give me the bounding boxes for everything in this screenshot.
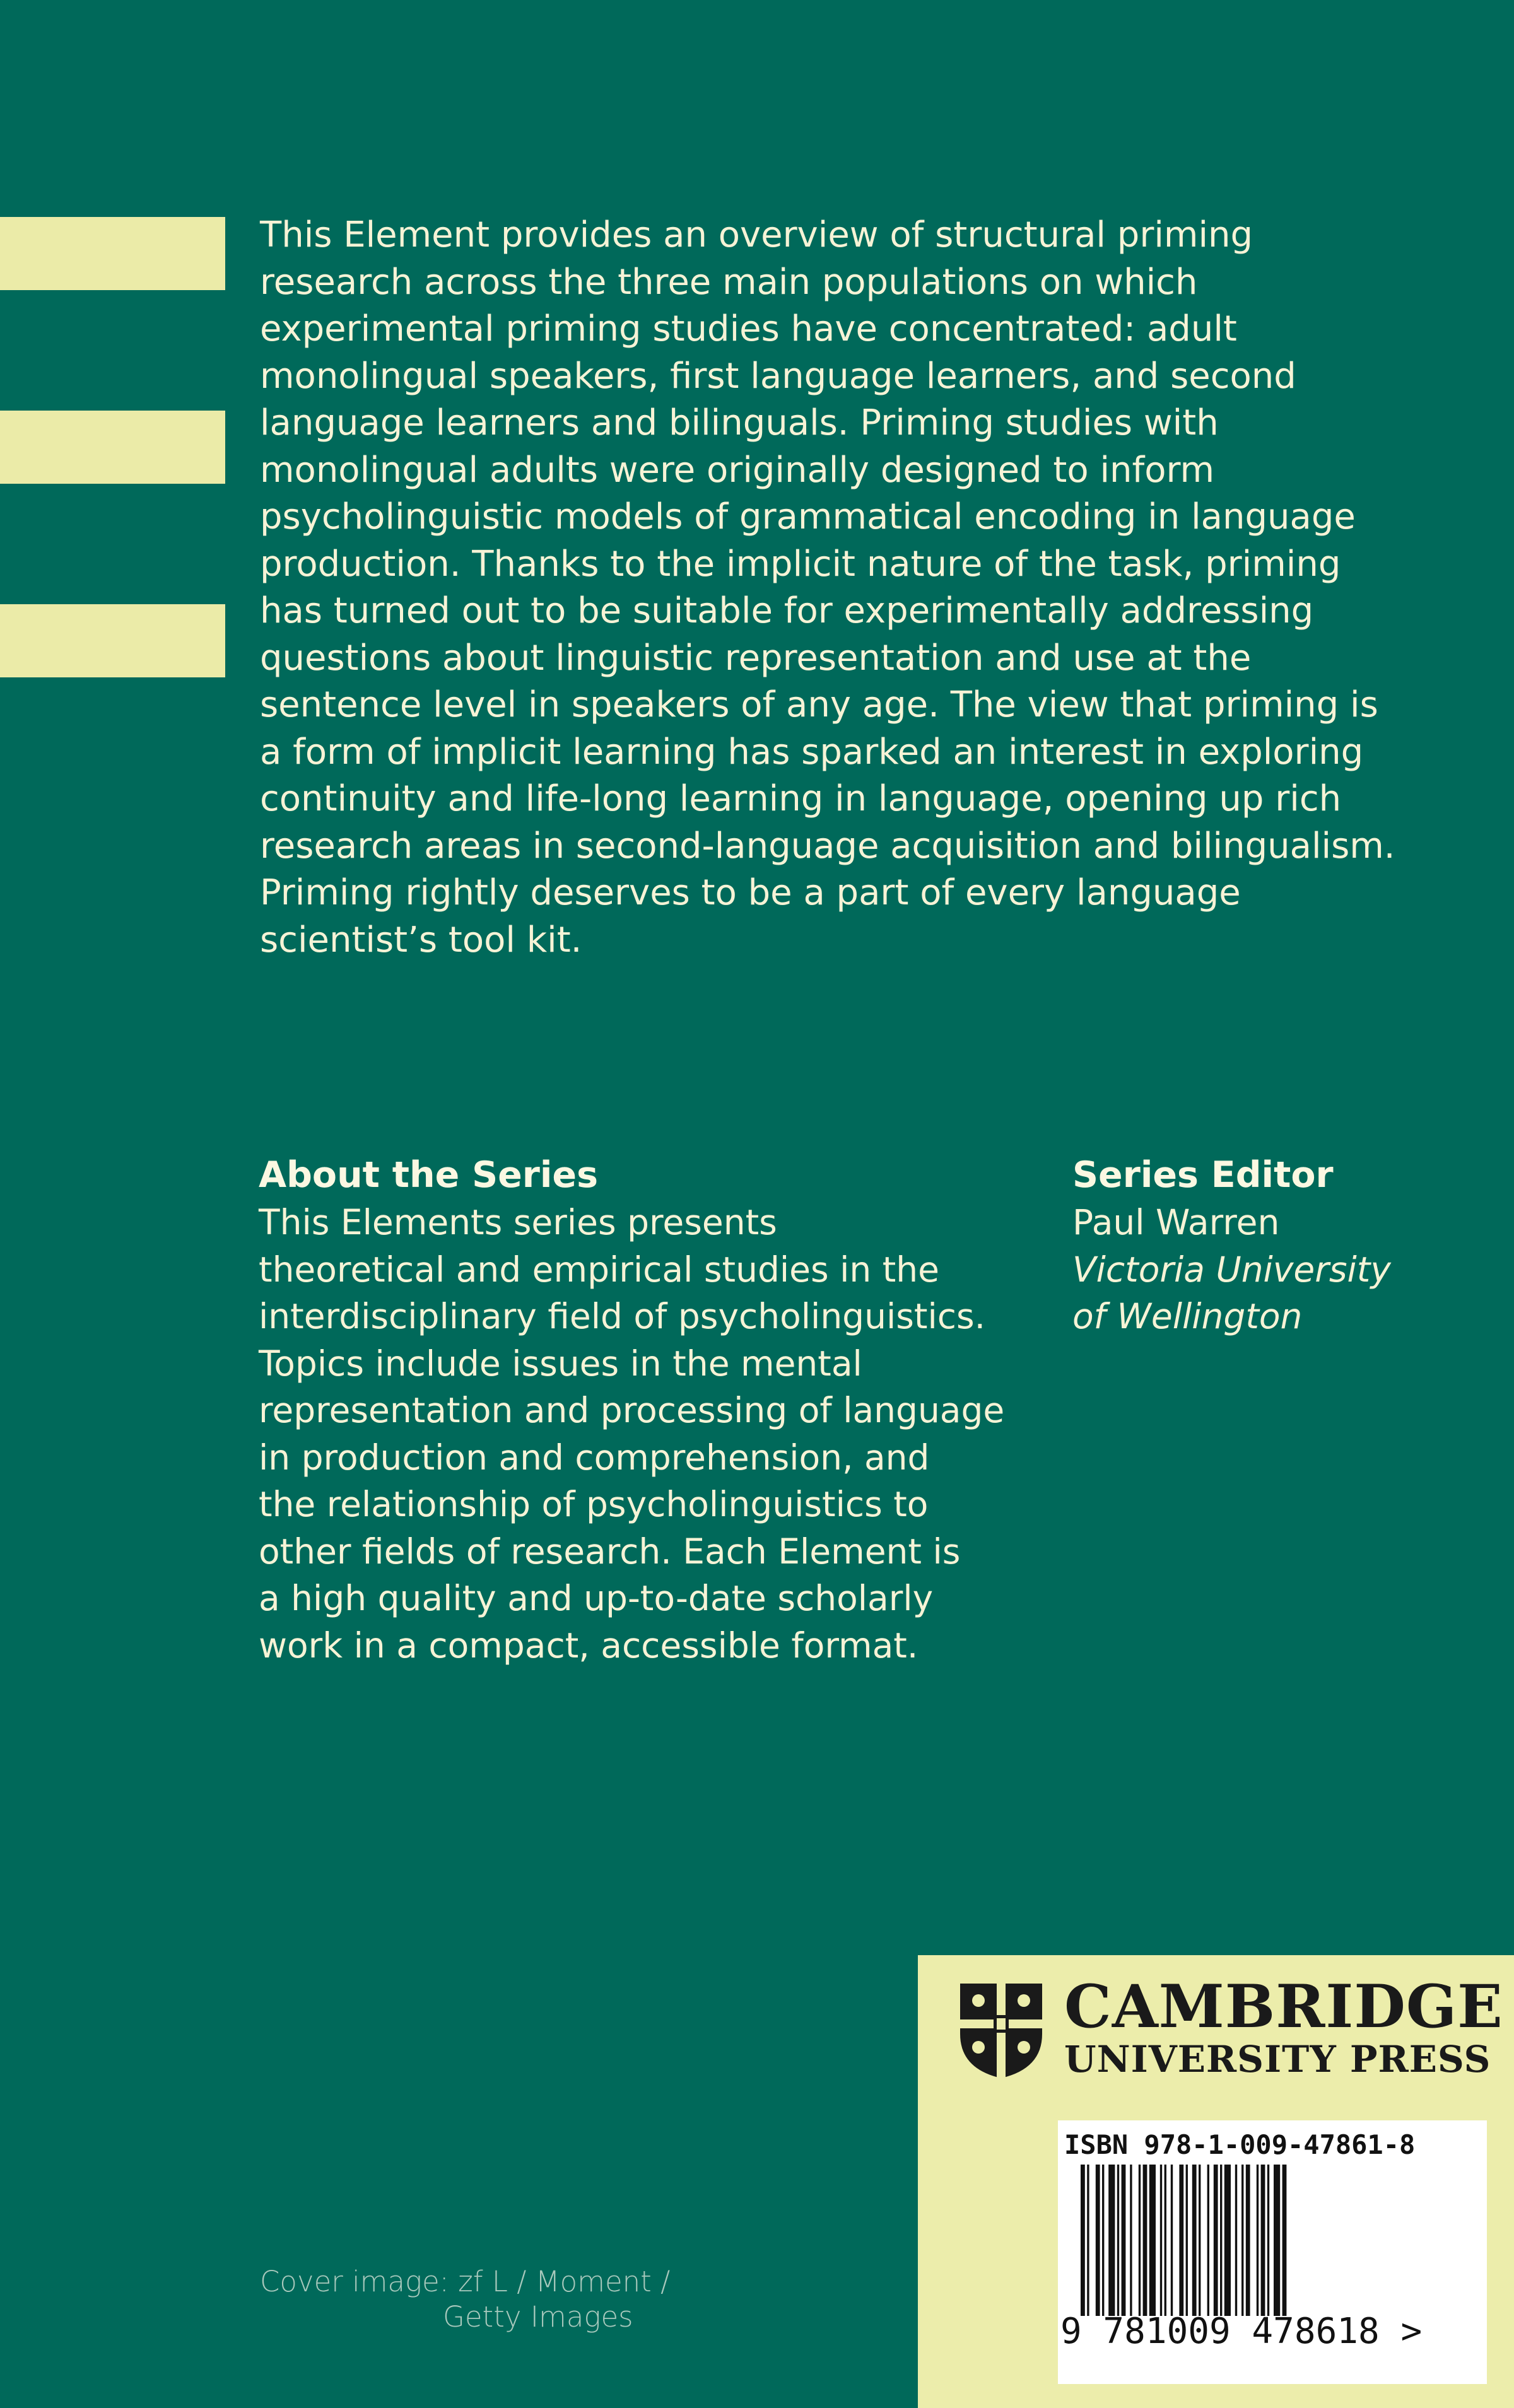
publisher-name [1064,1972,1503,2081]
credit-line-1: Cover image: zf L / Moment / [260,2265,671,2298]
series-editor-heading: Series Editor [1072,1154,1334,1196]
about-series-line: in production and comprehension, and [259,1437,930,1478]
abstract-line: experimental priming studies have concentrated: adult [260,308,1237,349]
about-series-line: This Elements series presents [259,1202,777,1242]
isbn-label: ISBN 978-1-009-47861-8 [1064,2129,1416,2160]
abstract-line: research areas in second-language acquisition and bilingualism. [260,825,1395,867]
abstract-line: scientist’s tool kit. [260,919,582,961]
barcode-digits: 9 781009 478618 > [1060,2311,1423,2352]
isbn-barcode-box [1058,2120,1487,2384]
about-series-line: work in a compact, accessible format. [259,1625,918,1666]
decorative-stripe-1 [0,217,225,290]
about-series-text [259,1199,1053,1669]
about-series-line: the relationship of psycholinguistics to [259,1484,929,1524]
cover-image-credit [260,2264,670,2335]
abstract-line: psycholinguistic models of grammatical encoding in language [260,496,1356,537]
series-editor-name: Paul Warren [1072,1202,1280,1242]
credit-line-2: Getty Images [443,2300,633,2334]
about-series-heading: About the Series [259,1154,599,1196]
publisher-name-line-1: CAMBRIDGE [1064,1972,1503,2042]
abstract-line: a form of implicit learning has sparked an interest in exploring [260,731,1364,773]
decorative-stripe-3 [0,604,225,677]
abstract-line: language learners and bilinguals. Priming studies with [260,402,1219,443]
abstract-line: production. Thanks to the implicit nature of the task, priming [260,543,1341,585]
publisher-panel [918,1955,1514,2408]
abstract-line: continuity and life-long learning in language, opening up rich [260,778,1342,819]
about-series-line: Topics include issues in the mental [259,1343,862,1384]
about-series-line: theoretical and empirical studies in the [259,1249,939,1290]
barcode-icon [1081,2165,1472,2316]
series-editor-section [1072,1151,1476,1340]
about-series-section [259,1151,1053,1669]
series-editor-affiliation: Victoria University of Wellington [1072,1249,1391,1336]
abstract-line: has turned out to be suitable for experimentally addressing [260,590,1314,631]
publisher-name-line-2: UNIVERSITY PRESS [1064,2038,1491,2081]
decorative-stripe-2 [0,411,225,484]
about-series-line: interdisciplinary field of psycholinguistics. [259,1296,986,1336]
abstract-line: Priming rightly deserves to be a part of every language [260,872,1241,913]
abstract-line: monolingual speakers, first language learners, and second [260,355,1296,397]
cambridge-crest-icon [957,1980,1045,2081]
about-series-line: representation and processing of language [259,1390,1005,1430]
abstract-text [260,212,1427,964]
about-series-line: other fields of research. Each Element is [259,1531,961,1572]
abstract-line: questions about linguistic representation and use at the [260,637,1252,679]
about-series-line: a high quality and up-to-date scholarly [259,1578,934,1618]
abstract-line: This Element provides an overview of structural priming [260,214,1253,255]
abstract-line: sentence level in speakers of any age. The view that priming is [260,684,1378,725]
abstract-line: monolingual adults were originally designed to inform [260,449,1215,491]
abstract-line: research across the three main populations on which [260,261,1198,303]
